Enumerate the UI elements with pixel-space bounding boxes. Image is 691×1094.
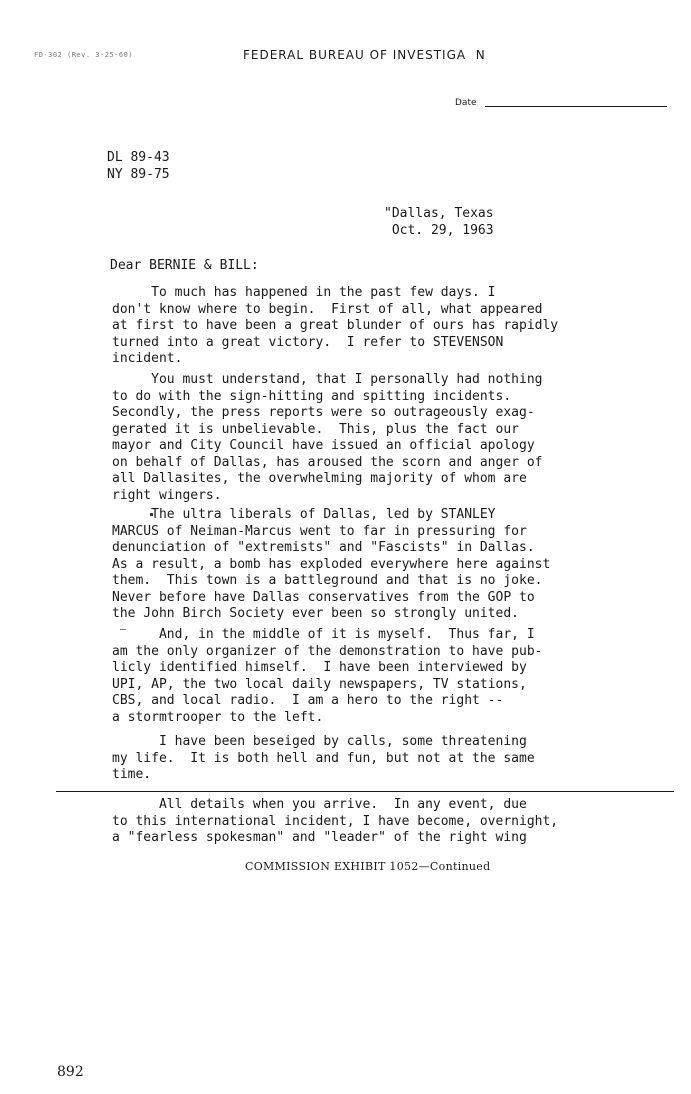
paragraph-line: denunciation of "extremists" and "Fascists" in Dallas.	[112, 540, 535, 555]
paragraph-line: right wingers.	[112, 487, 222, 503]
paragraph-line: a "fearless spokesman" and "leader" of the right wing	[112, 830, 527, 845]
paragraph-line: at first to have been a great blunder of ours has rapidly	[112, 318, 559, 333]
paragraph-line: my life. It is both hell and fun, but not at the same	[112, 750, 535, 766]
paragraph-line: To much has happened in the past few days. I	[112, 285, 496, 300]
paragraph-line: incident.	[112, 351, 183, 366]
dateline	[384, 206, 494, 239]
paragraph	[112, 285, 652, 368]
paragraph-line: As a result, a bomb has exploded everywhere here against	[112, 556, 551, 572]
paragraph-line: all Dallasites, the overwhelming majority of whom are	[112, 471, 527, 486]
paragraph-line: gerated it is unbelievable. This, plus the fact our	[112, 421, 519, 437]
paragraph-line: turned into a great victory. I refer to STEVENSON	[112, 334, 504, 350]
page-break-rule	[56, 791, 674, 792]
paragraph-line: am the only organizer of the demonstration to have pub-	[112, 643, 543, 659]
paragraph	[112, 734, 652, 784]
paragraph-line: CBS, and local radio. I am a hero to the right --	[112, 693, 504, 708]
date-line	[485, 106, 667, 107]
dateline-place: "Dallas, Texas	[384, 206, 494, 221]
agency-header: FEDERAL BUREAU OF INVESTIGA N	[243, 48, 486, 62]
paragraph-line: them. This town is a battleground and that is no joke.	[112, 573, 543, 588]
paragraph-line: the John Birch Society ever been so strongly united.	[112, 606, 519, 621]
paragraph-line: And, in the middle of it is myself. Thus far, I	[112, 627, 535, 642]
paragraph	[112, 507, 652, 623]
paragraph-line: All details when you arrive. In any event, due	[112, 797, 527, 812]
paragraph-line: MARCUS of Neiman-Marcus went to far in pressuring for	[112, 523, 527, 539]
paragraph-line: You must understand, that I personally had nothing	[112, 372, 543, 387]
paragraph-line: Secondly, the press reports were so outrageously exag-	[112, 405, 535, 420]
salutation: Dear BERNIE & BILL:	[110, 258, 259, 273]
paragraph-line: on behalf of Dallas, has aroused the scorn and anger of	[112, 454, 543, 470]
file-number: DL 89-43	[107, 150, 170, 165]
paragraph-line: to this international incident, I have become, overnight,	[112, 813, 559, 829]
paragraph-line: to do with the sign-hitting and spitting incidents.	[112, 388, 512, 404]
form-code: FD-302 (Rev. 3-25-60)	[34, 51, 134, 59]
paragraph	[112, 372, 652, 504]
file-numbers	[107, 150, 170, 183]
dateline-date: Oct. 29, 1963	[384, 222, 494, 238]
paragraph-line: UPI, AP, the two local daily newspapers, TV stations,	[112, 676, 527, 692]
paragraph-line: don't know where to begin. First of all, what appeared	[112, 301, 543, 317]
page-number: 892	[57, 1064, 84, 1080]
paragraph	[112, 627, 652, 726]
paragraph-line: licly identified himself. I have been interviewed by	[112, 660, 527, 675]
paragraph-line: I have been beseiged by calls, some threatening	[112, 734, 527, 749]
exhibit-caption: COMMISSION EXHIBIT 1052—Continued	[245, 860, 491, 873]
paragraph	[112, 797, 652, 847]
paragraph-line: Never before have Dallas conservatives from the GOP to	[112, 589, 535, 605]
date-label: Date	[455, 98, 477, 108]
file-number: NY 89-75	[107, 166, 170, 182]
paragraph-line: The ultra liberals of Dallas, led by STANLEY	[112, 507, 496, 522]
paragraph-line: a stormtrooper to the left.	[112, 709, 324, 725]
paragraph-line: time.	[112, 767, 152, 782]
paragraph-line: mayor and City Council have issued an official apology	[112, 438, 535, 453]
